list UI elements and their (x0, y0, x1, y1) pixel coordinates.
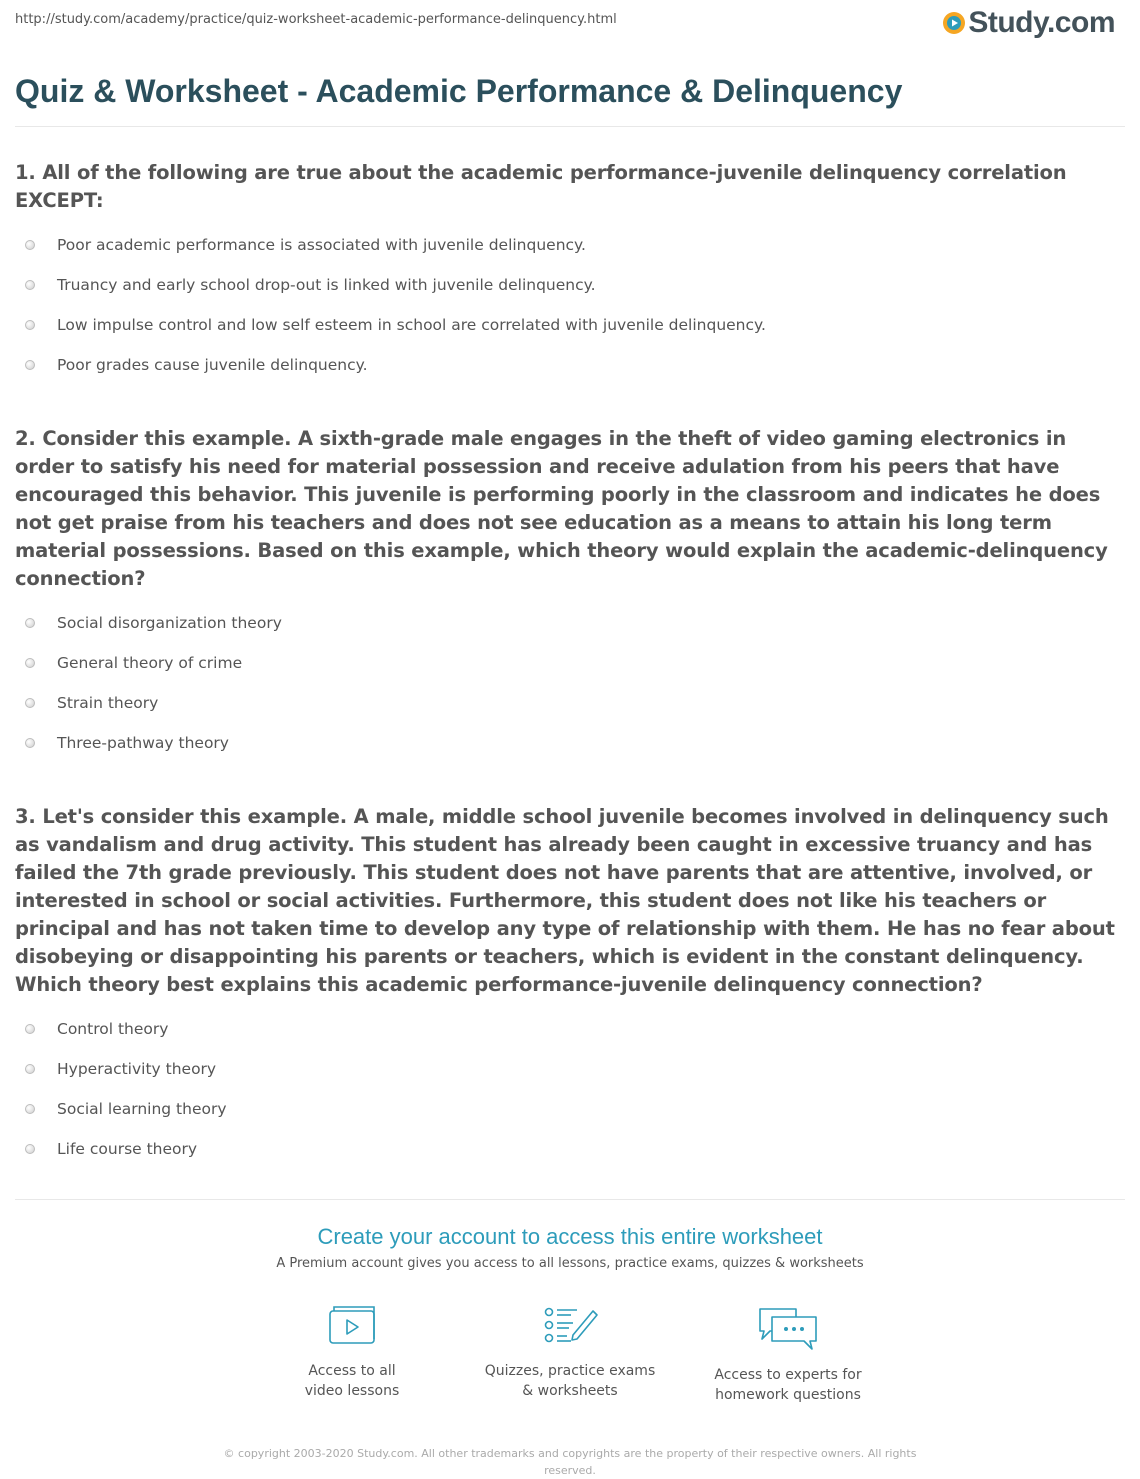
play-logo-icon (942, 11, 966, 35)
answer-choices (15, 1009, 1125, 1169)
answer-choice[interactable] (15, 643, 1125, 683)
answer-choice[interactable] (15, 265, 1125, 305)
feature-quizzes (461, 1305, 679, 1405)
question-text: 2. Consider this example. A sixth-grade male engages in the theft of video gaming electronics in order to satisfy his need for material possession and receive adulation from his peers that have encouraged this behavior. This juvenile is performing poorly in the classroom and indicates he does not get praise from his teachers and does not see education as a means to attain his long term material possessions. Based on this example, which theory would explain the academic-delinquency connection? (15, 427, 1108, 590)
choice-label: Social disorganization theory (57, 614, 282, 632)
feature-video-lessons (243, 1305, 461, 1405)
radio-button-icon[interactable] (25, 698, 35, 708)
question-1 (15, 159, 1125, 385)
copyright-text: © copyright 2003-2020 Study.com. All other trademarks and copyrights are the property of their respective owners. All rights reserved. (223, 1447, 917, 1477)
answer-choice[interactable] (15, 1049, 1125, 1089)
feature-experts (679, 1305, 897, 1405)
answer-choice[interactable] (15, 345, 1125, 385)
choice-label: Three-pathway theory (57, 734, 229, 752)
choice-label: Social learning theory (57, 1100, 227, 1118)
choice-label: Strain theory (57, 694, 159, 712)
choice-label: Truancy and early school drop-out is linked with juvenile delinquency. (57, 276, 596, 294)
worksheet-page (15, 0, 1125, 1479)
radio-button-icon[interactable] (25, 320, 35, 330)
answer-choices (15, 225, 1125, 385)
logo-text: Study.com (968, 6, 1115, 39)
feature-list (15, 1305, 1125, 1405)
question-text: 3. Let's consider this example. A male, middle school juvenile becomes involved in delinquency such as vandalism and drug activity. This student has already been caught in excessive truancy and has failed the 7th grade previously. This student does not have parents that are attentive, involved, or interested in school or social activities. Furthermore, this student does not like his teachers or principal and has not taken time to develop any type of relationship with them. He has no fear about disobeying or disappointing his parents or teachers, which is evident in the constant delinquency. Which theory best explains this academic performance-juvenile delinquency connection? (15, 805, 1115, 996)
page-url: http://study.com/academy/practice/quiz-worksheet-academic-performance-delinquency.html (15, 12, 617, 27)
answer-choice[interactable] (15, 1129, 1125, 1169)
video-lesson-icon (326, 1305, 378, 1347)
radio-button-icon[interactable] (25, 280, 35, 290)
radio-button-icon[interactable] (25, 360, 35, 370)
radio-button-icon[interactable] (25, 240, 35, 250)
question-3 (15, 803, 1125, 1169)
premium-cta (15, 1224, 1125, 1479)
answer-choices (15, 603, 1125, 763)
feature-label: Quizzes, practice exams & worksheets (484, 1363, 656, 1399)
question-text: 1. All of the following are true about the academic performance-juvenile delinquency correlation EXCEPT: (15, 161, 1067, 212)
cta-divider (15, 1199, 1125, 1200)
page-title: Quiz & Worksheet - Academic Performance & Delinquency (15, 73, 903, 109)
feature-label: Access to experts for homework questions (714, 1367, 862, 1403)
cta-subtitle: A Premium account gives you access to all lessons, practice exams, quizzes & worksheets (276, 1256, 864, 1271)
choice-label: Low impulse control and low self esteem in school are correlated with juvenile delinquency. (57, 316, 766, 334)
radio-button-icon[interactable] (25, 1144, 35, 1154)
question-2 (15, 425, 1125, 763)
answer-choice[interactable] (15, 305, 1125, 345)
choice-label: Control theory (57, 1020, 169, 1038)
quiz-checklist-icon (541, 1305, 599, 1347)
answer-choice[interactable] (15, 603, 1125, 643)
radio-button-icon[interactable] (25, 738, 35, 748)
top-bar (15, 0, 1125, 44)
radio-button-icon[interactable] (25, 1064, 35, 1074)
radio-button-icon[interactable] (25, 618, 35, 628)
title-divider (15, 126, 1125, 127)
radio-button-icon[interactable] (25, 658, 35, 668)
feature-label: Access to all video lessons (304, 1363, 400, 1399)
answer-choice[interactable] (15, 1009, 1125, 1049)
chat-bubbles-icon (756, 1305, 820, 1351)
answer-choice[interactable] (15, 225, 1125, 265)
choice-label: General theory of crime (57, 654, 243, 672)
choice-label: Poor grades cause juvenile delinquency. (57, 356, 368, 374)
radio-button-icon[interactable] (25, 1104, 35, 1114)
answer-choice[interactable] (15, 683, 1125, 723)
radio-button-icon[interactable] (25, 1024, 35, 1034)
answer-choice[interactable] (15, 1089, 1125, 1129)
answer-choice[interactable] (15, 723, 1125, 763)
study-logo[interactable] (942, 8, 1115, 38)
choice-label: Life course theory (57, 1140, 198, 1158)
choice-label: Poor academic performance is associated with juvenile delinquency. (57, 236, 586, 254)
cta-title-link[interactable]: Create your account to access this entire worksheet (317, 1224, 823, 1249)
choice-label: Hyperactivity theory (57, 1060, 217, 1078)
